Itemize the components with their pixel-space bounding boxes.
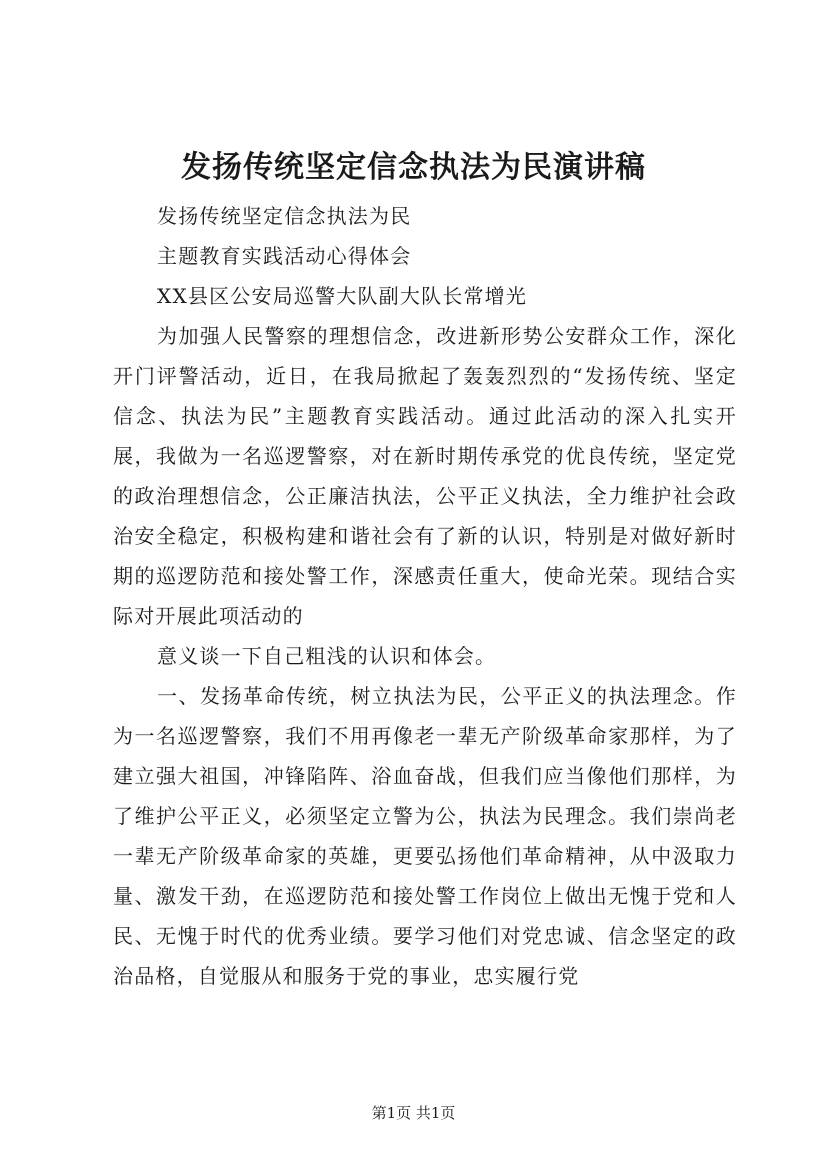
subtitle-line-2: 主题教育实践活动心得体会: [157, 244, 412, 268]
page-number-footer: 第1页 共1页: [371, 1104, 456, 1122]
paragraph: 一、发扬革命传统，树立执法为民，公平正义的执法理念。作为一名巡逻警察，我们不用再像老一辈无产阶级革命家那样，为了建立强大祖国，冲锋陷阵、浴血奋战，但我们应当像他们那样，为了维护公平正义，必须坚定立警为公，执法为民理念。我们崇尚老一辈无产阶级革命家的英雄，更要弘扬他们革命精神，从中汲取力量、激发干劲，在巡逻防范和接处警工作岗位上做出无愧于党和人民、无愧于时代的优秀业绩。要学习他们对党忠诚、信念坚定的政治品格，自觉服从和服务于党的事业，忠实履行党: [113, 684, 737, 988]
paragraph: 为加强人民警察的理想信念，改进新形势公安群众工作，深化开门评警活动，近日，在我局掀起了轰轰烈烈的“发扬传统、坚定信念、执法为民”主题教育实践活动。通过此活动的深入扎实开展，我做为一名巡逻警察，对在新时期传承党的优良传统，坚定党的政治理想信念，公正廉洁执法，公平正义执法，全力维护社会政治安全稳定，积极构建和谐社会有了新的认识，特别是对做好新时期的巡逻防范和接处警工作，深感责任重大，使命光荣。现结合实际对开展此项活动的: [113, 324, 737, 628]
author-line: XX县区公安局巡警大队副大队长常增光: [157, 284, 528, 308]
document-title: 发扬传统坚定信念执法为民演讲稿: [181, 150, 646, 185]
subtitle-line-1: 发扬传统坚定信念执法为民: [157, 204, 412, 228]
document-body: [113, 196, 737, 996]
paragraph: 意义谈一下自己粗浅的认识和体会。: [157, 644, 497, 668]
